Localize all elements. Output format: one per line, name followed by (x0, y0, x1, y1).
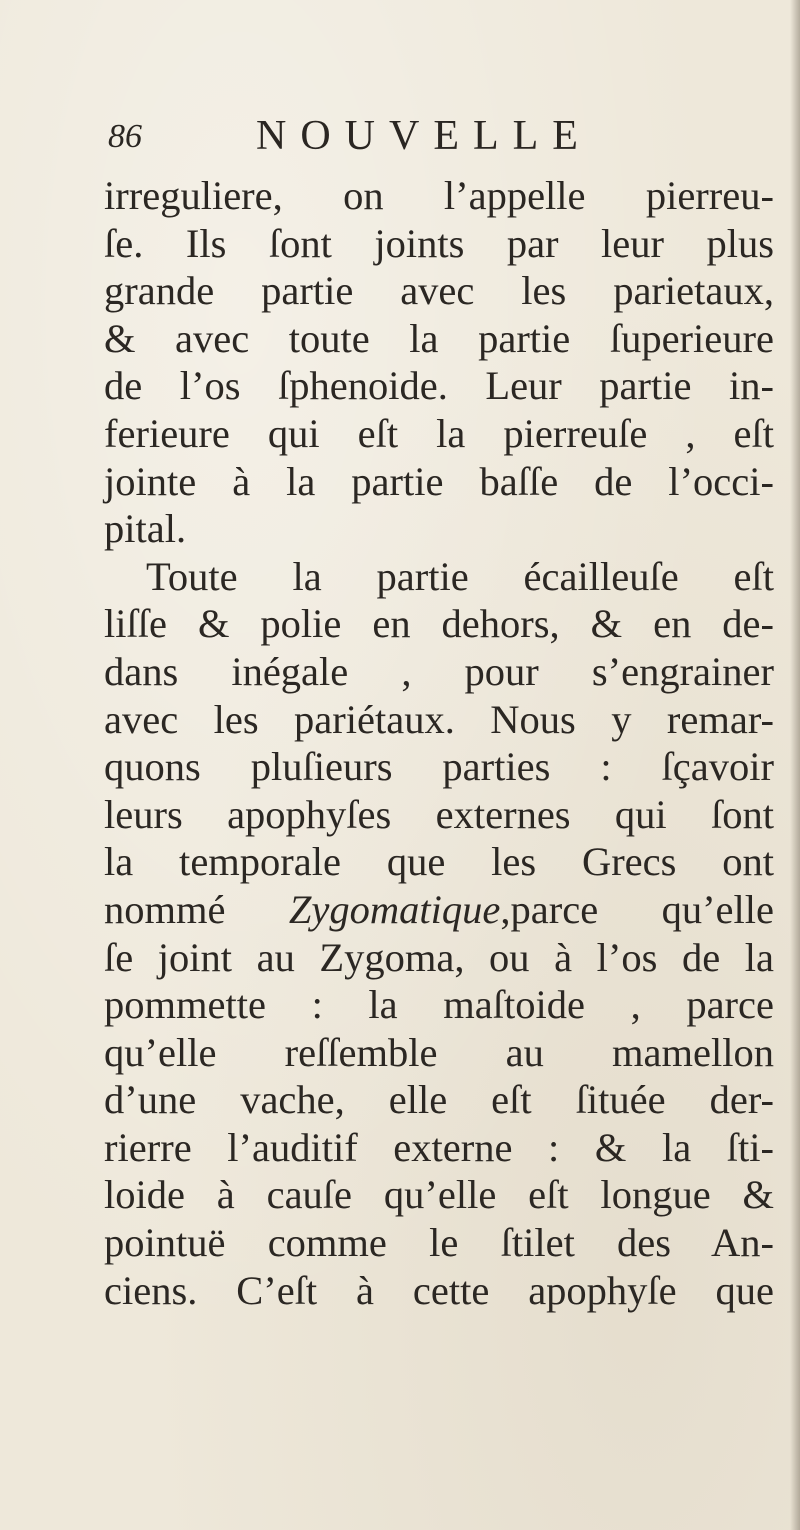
body-text (104, 172, 774, 1314)
page-edge-shadow (790, 0, 800, 1530)
text-line: la temporale que les Grecs ont (104, 839, 774, 885)
text-line: liſſe & polie en dehors, & en de- (104, 601, 774, 647)
text-segment: ,parce qu’elle (500, 886, 775, 932)
text-line: dans inégale , pour s’engrainer (104, 648, 774, 694)
text-line: leurs apophyſes externes qui ſont (104, 791, 774, 837)
paragraph-2 (104, 553, 774, 1315)
text-line: loide à cauſe qu’elle eſt longue & (104, 1172, 774, 1218)
text-line: ciens. C’eſt à cette apophyſe que (104, 1267, 774, 1313)
text-line: qu’elle reſſemble au mamellon (104, 1029, 774, 1075)
text-line: avec les pariétaux. Nous y remar- (104, 696, 774, 742)
text-line: pital. (104, 506, 187, 552)
text-line: de l’os ſphenoide. Leur partie in- (104, 363, 774, 409)
text-line: rierre l’auditif externe : & la ſti- (104, 1124, 774, 1170)
text-line: ferieure qui eſt la pierreuſe , eſt (104, 410, 774, 456)
text-line: irreguliere, on l’appelle pierreu- (104, 173, 774, 218)
text-line: ſe joint au Zygoma, ou à l’os de la (104, 934, 774, 980)
text-line: quons pluſieurs parties : ſçavoir (104, 744, 774, 790)
text-line: Toute la partie écailleuſe eſt (146, 553, 774, 599)
text-line: jointe à la partie baſſe de l’occi- (104, 458, 774, 504)
page-number: 86 (108, 118, 142, 155)
italic-term: Zygomatique (288, 886, 501, 932)
text-line: & avec toute la partie ſuperieure (104, 315, 774, 361)
text-line: pointuë comme le ſtilet des An- (104, 1220, 774, 1266)
text-segment: nommé (104, 886, 289, 932)
paragraph-1 (104, 172, 774, 553)
text-line: ſe. Ils ſont joints par leur plus (104, 220, 774, 266)
page-header (108, 112, 768, 172)
text-line: grande partie avec les parietaux, (104, 268, 774, 314)
text-line: d’une vache, elle eſt ſituée der- (104, 1077, 774, 1123)
running-head: NOUVELLE (256, 113, 592, 159)
text-line: pommette : la maſtoide , parce (104, 982, 774, 1028)
text-line-with-italic (104, 886, 774, 934)
